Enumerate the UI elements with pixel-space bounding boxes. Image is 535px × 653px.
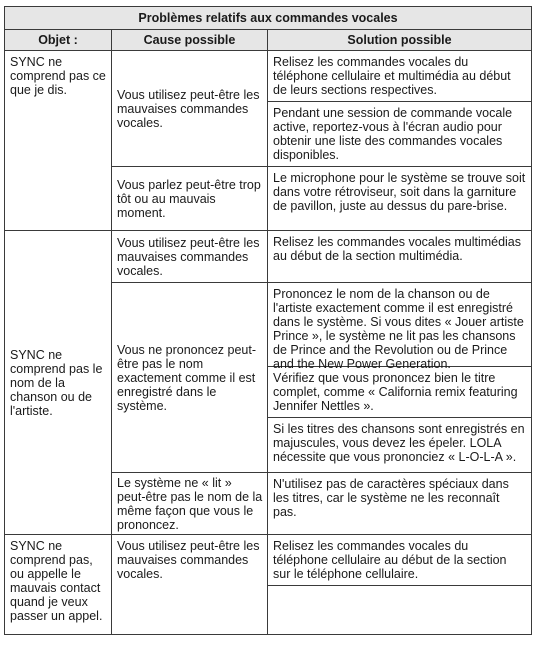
voice-command-troubleshooting-table xyxy=(4,6,532,635)
solution-cell xyxy=(268,473,532,535)
solution-text: Prononcez le nom de la chanson ou de l'artiste exactement comme il est enregistré dans le système. Si vous dites « Jouer artiste Prince », le système ne lit pas les chansons de Prince and the Revolution ou de Prince and the New Power Generation. xyxy=(268,283,531,367)
table-row xyxy=(5,535,532,635)
cause-cell xyxy=(112,51,268,167)
cause-cell xyxy=(112,231,268,283)
cause-text: Vous ne prononcez peut-être pas le nom exactement comme il est enregistré dans le système. xyxy=(117,342,256,413)
table-row xyxy=(5,231,532,283)
cause-cell xyxy=(112,167,268,231)
cause-text: Vous parlez peut-être trop tôt ou au mauvais moment. xyxy=(117,177,261,220)
solution-text: Relisez les commandes vocales multimédias au début de la section multimédia. xyxy=(273,235,522,263)
header-cause: Cause possible xyxy=(112,30,268,51)
solution-cell xyxy=(268,167,532,231)
solution-cell xyxy=(268,283,532,473)
cause-cell xyxy=(112,535,268,635)
table-title: Problèmes relatifs aux commandes vocales xyxy=(5,7,532,30)
cause-cell xyxy=(112,473,268,535)
cause-text: Vous utilisez peut-être les mauvaises commandes vocales. xyxy=(117,235,260,278)
solution-text: N'utilisez pas de caractères spéciaux dans les titres, car le système ne les reconnaît pas. xyxy=(273,477,509,519)
object-text: SYNC ne comprend pas ce que je dis. xyxy=(10,55,106,97)
object-cell xyxy=(5,231,112,535)
cause-cell xyxy=(112,283,268,473)
header-solution: Solution possible xyxy=(268,30,532,51)
solution-text: Relisez les commandes vocales du téléphone cellulaire et multimédia au début de leurs sections respectives. xyxy=(268,51,531,102)
solution-text: Si les titres des chansons sont enregistrés en majuscules, vous devez les épeler. LOLA nécessite que vous prononciez « L-O-L-A ». xyxy=(273,422,525,464)
cause-text: Vous utilisez peut-être les mauvaises commandes vocales. xyxy=(117,539,260,581)
solution-cell xyxy=(268,51,532,167)
object-text: SYNC ne comprend pas le nom de la chanson ou de l'artiste. xyxy=(10,347,103,418)
object-cell xyxy=(5,535,112,635)
solution-cell xyxy=(268,535,532,635)
table-row xyxy=(5,51,532,167)
solution-text: Vérifiez que vous prononcez bien le titre complet, comme « California remix featuring Jennifer Nettles ». xyxy=(268,367,531,418)
solution-cell xyxy=(268,231,532,283)
solution-text: Relisez les commandes vocales du téléphone cellulaire au début de la section sur le téléphone cellulaire. xyxy=(268,535,531,586)
solution-text: Le microphone pour le système se trouve soit dans votre rétroviseur, soit dans la garniture de pavillon, juste au dessus du pare-brise. xyxy=(273,171,526,213)
header-object: Objet : xyxy=(5,30,112,51)
object-cell xyxy=(5,51,112,231)
cause-text: Le système ne « lit » peut-être pas le nom de la même façon que vous le prononcez. xyxy=(117,475,263,532)
cause-text: Vous utilisez peut-être les mauvaises commandes vocales. xyxy=(117,87,260,130)
object-text: SYNC ne comprend pas, ou appelle le mauvais contact quand je veux passer un appel. xyxy=(10,539,103,623)
solution-text: Pendant une session de commande vocale active, reportez-vous à l'écran audio pour obtenir une liste des commandes vocales disponibles. xyxy=(273,106,513,162)
